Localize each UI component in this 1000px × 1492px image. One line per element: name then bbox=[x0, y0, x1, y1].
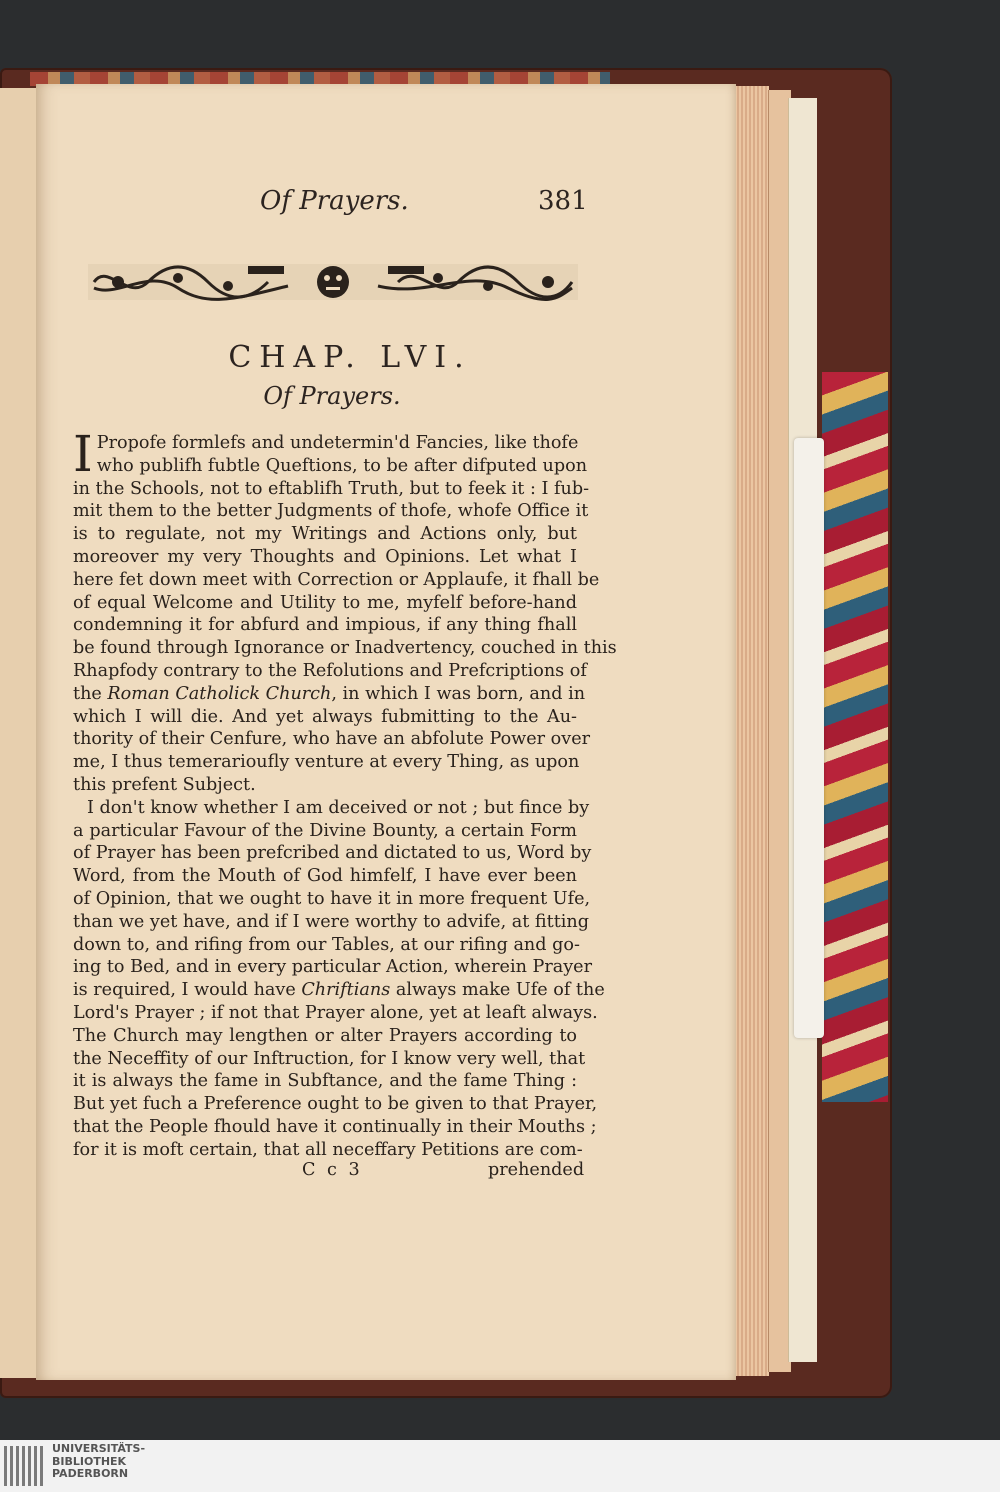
text-line: be found through Ignorance or Inadvertency, couched in this bbox=[73, 638, 617, 659]
body-text bbox=[73, 425, 617, 1162]
text-line: But yet fuch a Preference ought to be given to that Prayer, bbox=[73, 1094, 598, 1115]
signature-mark: C c 3 bbox=[302, 1160, 363, 1180]
text-line: of equal Welcome and Utility to me, myfelf before-hand bbox=[73, 592, 577, 613]
chapter-title: CHAP. LVI. bbox=[228, 340, 472, 375]
text-line: down to, and rifing from our Tables, at our rifing and go- bbox=[73, 934, 580, 955]
text-line: Propofe formlefs and undetermin'd Fancies, like thofe bbox=[96, 433, 579, 453]
chapter-subtitle: Of Prayers. bbox=[263, 382, 401, 410]
catchword: prehended bbox=[488, 1160, 585, 1180]
text-line: of Opinion, that we ought to have it in more frequent Ufe, bbox=[73, 888, 591, 909]
text-line: a particular Favour of the Divine Bounty, a certain Form bbox=[73, 820, 577, 841]
drop-cap: I bbox=[73, 425, 93, 483]
text-line-with-italic bbox=[73, 979, 605, 1002]
text-line: the Neceffity of our Inftruction, for I know very well, that bbox=[73, 1048, 586, 1069]
text-line: here fet down meet with Correction or Applaufe, it fhall be bbox=[73, 569, 600, 590]
text-line: in the Schools, not to eftablifh Truth, but to feek it : I fub- bbox=[73, 478, 590, 499]
library-logo-icon bbox=[4, 1446, 44, 1486]
text-line: moreover my very Thoughts and Opinions. Let what I bbox=[73, 546, 577, 567]
library-name bbox=[52, 1443, 145, 1481]
headpiece-ornament bbox=[88, 258, 578, 306]
italic-phrase: Roman Catholick Church bbox=[107, 683, 332, 704]
text-line: than we yet have, and if I were worthy to advife, at fitting bbox=[73, 911, 590, 932]
text-line: is to regulate, not my Writings and Actions only, but bbox=[73, 524, 577, 545]
text-line: it is always the fame in Subftance, and the fame Thing : bbox=[73, 1071, 577, 1092]
text-line: mit them to the better Judgments of thofe, whofe Office it bbox=[73, 501, 589, 522]
library-name-line: BIBLIOTHEK bbox=[52, 1454, 127, 1468]
text-line: condemning it for abfurd and impious, if any thing fhall bbox=[73, 615, 577, 636]
text-line: me, I thus temerarioufly venture at every Thing, as upon bbox=[73, 752, 580, 773]
text-span: the bbox=[73, 683, 108, 704]
text-line: I don't know whether I am deceived or not ; but fince by bbox=[87, 797, 590, 818]
library-bar bbox=[0, 1440, 1000, 1492]
page-number: 381 bbox=[538, 186, 588, 216]
text-span: is required, I would have bbox=[73, 980, 302, 1001]
text-line: ing to Bed, and in every particular Action, wherein Prayer bbox=[73, 957, 592, 978]
text-span: always make Ufe of the bbox=[390, 980, 605, 1001]
text-line: Rhapfody contrary to the Refolutions and Prefcriptions of bbox=[73, 660, 587, 681]
text-line: this prefent Subject. bbox=[73, 774, 256, 795]
italic-phrase: Chriftians bbox=[301, 980, 391, 1001]
text-line: thority of their Cenfure, who have an abfolute Power over bbox=[73, 729, 591, 750]
text-span: , in which I was born, and in bbox=[331, 683, 586, 704]
paper-slip bbox=[794, 438, 824, 1038]
text-line: who publifh fubtle Queftions, to be after difputed upon bbox=[96, 455, 588, 476]
running-head: Of Prayers. bbox=[260, 186, 409, 216]
text-line: that the People fhould have it continually in their Mouths ; bbox=[73, 1116, 597, 1137]
page-footer bbox=[0, 1160, 1000, 1186]
text-line: which I will die. And yet always fubmitting to the Au- bbox=[73, 706, 577, 727]
library-name-line: PADERBORN bbox=[52, 1467, 129, 1480]
marbled-endpaper-side bbox=[822, 372, 888, 1102]
page-header bbox=[0, 186, 1000, 226]
text-line-with-italic bbox=[73, 683, 586, 706]
text-line: for it is moft certain, that all neceffary Petitions are com- bbox=[73, 1139, 583, 1160]
text-line: The Church may lengthen or alter Prayers according to bbox=[73, 1025, 577, 1046]
library-name-line: UNIVERSITÄTS- bbox=[52, 1442, 146, 1455]
text-line: Word, from the Mouth of God himfelf, I have ever been bbox=[73, 866, 577, 887]
text-line: Lord's Prayer ; if not that Prayer alone, yet at leaft always. bbox=[73, 1002, 598, 1023]
text-line: of Prayer has been prefcribed and dictated to us, Word by bbox=[73, 843, 592, 864]
